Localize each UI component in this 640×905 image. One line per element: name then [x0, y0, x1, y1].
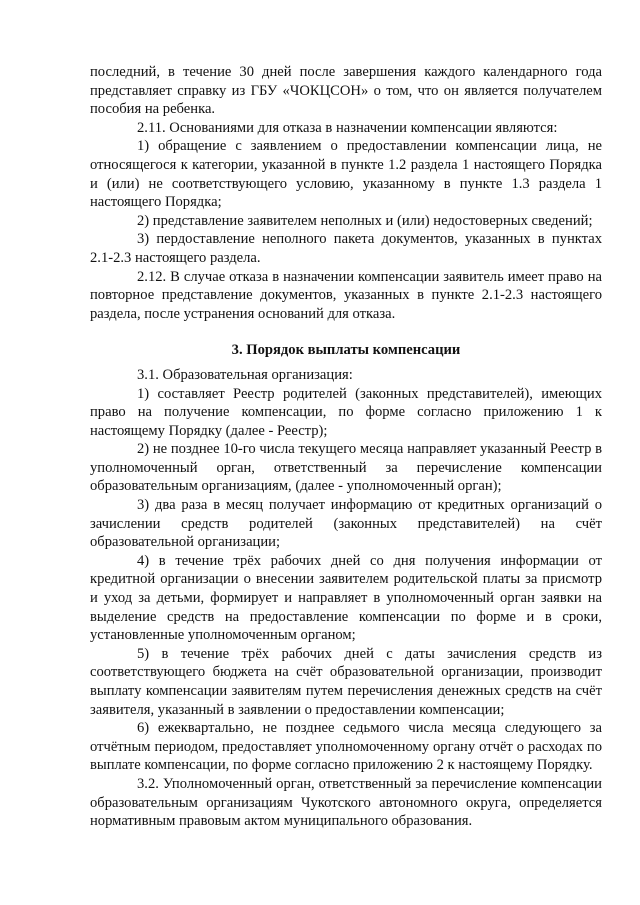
paragraph-duty-1: 1) составляет Реестр родителей (законных представителей), имеющих право на получение компенсации, по форме согласно приложению 1 к настоящему Порядку (далее - Реестр);: [90, 385, 602, 439]
paragraph-3-1: 3.1. Образовательная организация:: [137, 366, 353, 383]
section-heading: 3. Порядок выплаты компенсации: [231, 342, 461, 359]
paragraph-duty-2: 2) не позднее 10-го числа текущего месяца направляет указанный Реестр в уполномоченный орган, ответственный за перечисление компенсации образовательным организациям, (далее - уполномоченный орган);: [90, 441, 602, 495]
paragraph-duty-3: 3) два раза в месяц получает информацию от кредитных организаций о зачислении средств родителей (законных представителей) на счёт образовательной организации;: [90, 497, 602, 551]
paragraph-refusal-reason-1: 1) обращение с заявлением о предоставлении компенсации лица, не относящегося к категории, указанной в пункте 1.2 раздела 1 настоящего Порядка и (или) не соответствующего условию, указанному в пункте 1.3 раздела 1 настоящего Порядка;: [90, 138, 602, 211]
paragraph-duty-4: 4) в течение трёх рабочих дней со дня получения информации от кредитной организации о внесении заявителем родительской платы за присмотр и уход за детьми, формирует и направляет в уполномоченный орган заявки на выделение средств на предоставление компенсации по форме и в сроки, установленные уполномоченным органом;: [90, 552, 602, 644]
paragraph-2-12: 2.12. В случае отказа в назначении компенсации заявитель имеет право на повторное представление документов, указанных в пункте 2.1-2.3 настоящего раздела, после устранения оснований для отказа.: [90, 268, 602, 322]
paragraph-continuation: последний, в течение 30 дней после завершения каждого календарного года представляет справку из ГБУ «ЧОКЦСОН» о том, что он является получателем пособия на ребенка.: [90, 64, 602, 118]
paragraph-refusal-reason-2: 2) представление заявителем неполных и (или) недостоверных сведений;: [137, 212, 593, 229]
paragraph-refusal-reason-3: 3) пердоставление неполного пакета документов, указанных в пунктах 2.1-2.3 настоящего раздела.: [90, 231, 602, 266]
document-page: [90, 63, 602, 831]
paragraph-duty-5: 5) в течение трёх рабочих дней с даты зачисления средств из соответствующего бюджета на счёт образовательной организации, производит выплату компенсации заявителям путем перечисления денежных средств на счёт заявителя, указанный в заявлении о предоставлении компенсации;: [90, 645, 602, 718]
paragraph-duty-6: 6) ежеквартально, не позднее седьмого числа месяца следующего за отчётным периодом, предоставляет уполномоченному органу отчёт о расходах по выплате компенсации, по форме согласно приложению 2 к настоящему Порядку.: [90, 720, 602, 774]
paragraph-2-11: 2.11. Основаниями для отказа в назначении компенсации являются:: [137, 119, 558, 136]
paragraph-3-2: 3.2. Уполномоченный орган, ответственный за перечисление компенсации образовательным организациям Чукотского автономного округа, определяется нормативным правовым актом муниципального образования.: [90, 775, 602, 830]
